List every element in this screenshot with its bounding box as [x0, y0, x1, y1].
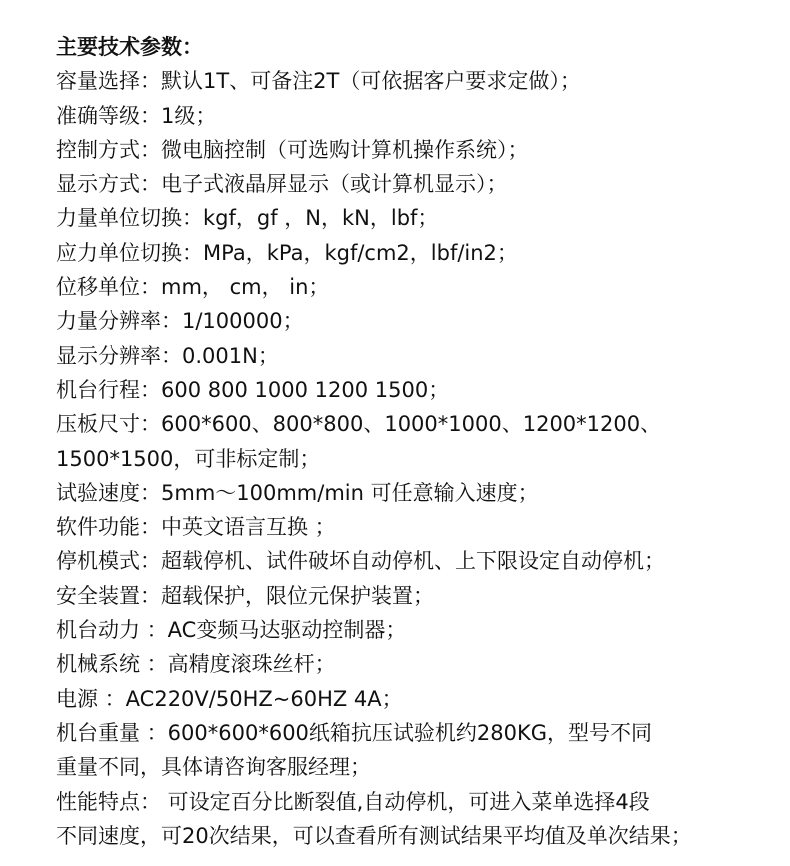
spec-line-capacity: 容量选择：默认1T、可备注2T（可依据客户要求定做）； [56, 69, 581, 94]
spec-line-stroke: 机台行程：600 800 1000 1200 1500； [56, 377, 450, 402]
spec-line-features-cont: 不同速度，可20次结果，可以查看所有测试结果平均值及单次结果； [56, 823, 692, 848]
spec-title: 主要技术参数： [56, 35, 203, 59]
spec-line-power-drive: 机台动力 ：AC变频马达驱动控制器； [56, 618, 407, 643]
spec-line-weight-cont: 重量不同，具体请咨询客服经理； [56, 755, 371, 780]
spec-line-stress-units: 应力单位切换：MPa，kPa，kgf/cm2，lbf/in2； [56, 240, 518, 265]
spec-line-mechanical: 机械系统 ：高精度滚珠丝杆； [56, 652, 336, 677]
spec-line-test-speed: 试验速度：5mm～100mm/min 可任意输入速度； [56, 480, 539, 505]
spec-line-platen-size: 压板尺寸：600*600、800*800、1000*1000、1200*1200、 [56, 412, 662, 437]
spec-line-display-resolution: 显示分辨率：0.001N； [56, 343, 279, 368]
spec-line-force-units: 力量单位切换：kgf，gf ，N，kN，lbf； [56, 206, 439, 231]
spec-line-software: 软件功能：中英文语言互换 ； [56, 515, 336, 540]
spec-line-displacement-units: 位移单位：mm， cm， in； [56, 275, 330, 300]
spec-document [56, 30, 784, 853]
spec-line-platen-size-cont: 1500*1500，可非标定制； [56, 446, 321, 471]
spec-line-features: 性能特点： 可设定百分比断裂值,自动停机，可进入菜单选择4段 [56, 789, 650, 814]
spec-line-display-mode: 显示方式：电子式液晶屏显示（或计算机显示）； [56, 172, 508, 197]
spec-line-force-resolution: 力量分辨率：1/100000； [56, 309, 304, 334]
spec-line-accuracy: 准确等级：1级； [56, 103, 217, 128]
spec-line-control-mode: 控制方式：微电脑控制（可选购计算机操作系统）； [56, 137, 529, 162]
spec-line-power-supply: 电源 ：AC220V/50HZ~60HZ 4A； [56, 686, 403, 711]
spec-line-weight: 机台重量 ：600*600*600纸箱抗压试验机约280KG，型号不同 [56, 720, 653, 745]
spec-line-safety: 安全装置：超载保护，限位元保护装置； [56, 583, 434, 608]
spec-line-stop-mode: 停机模式：超载停机、试件破坏自动停机、上下限设定自动停机； [56, 549, 665, 574]
